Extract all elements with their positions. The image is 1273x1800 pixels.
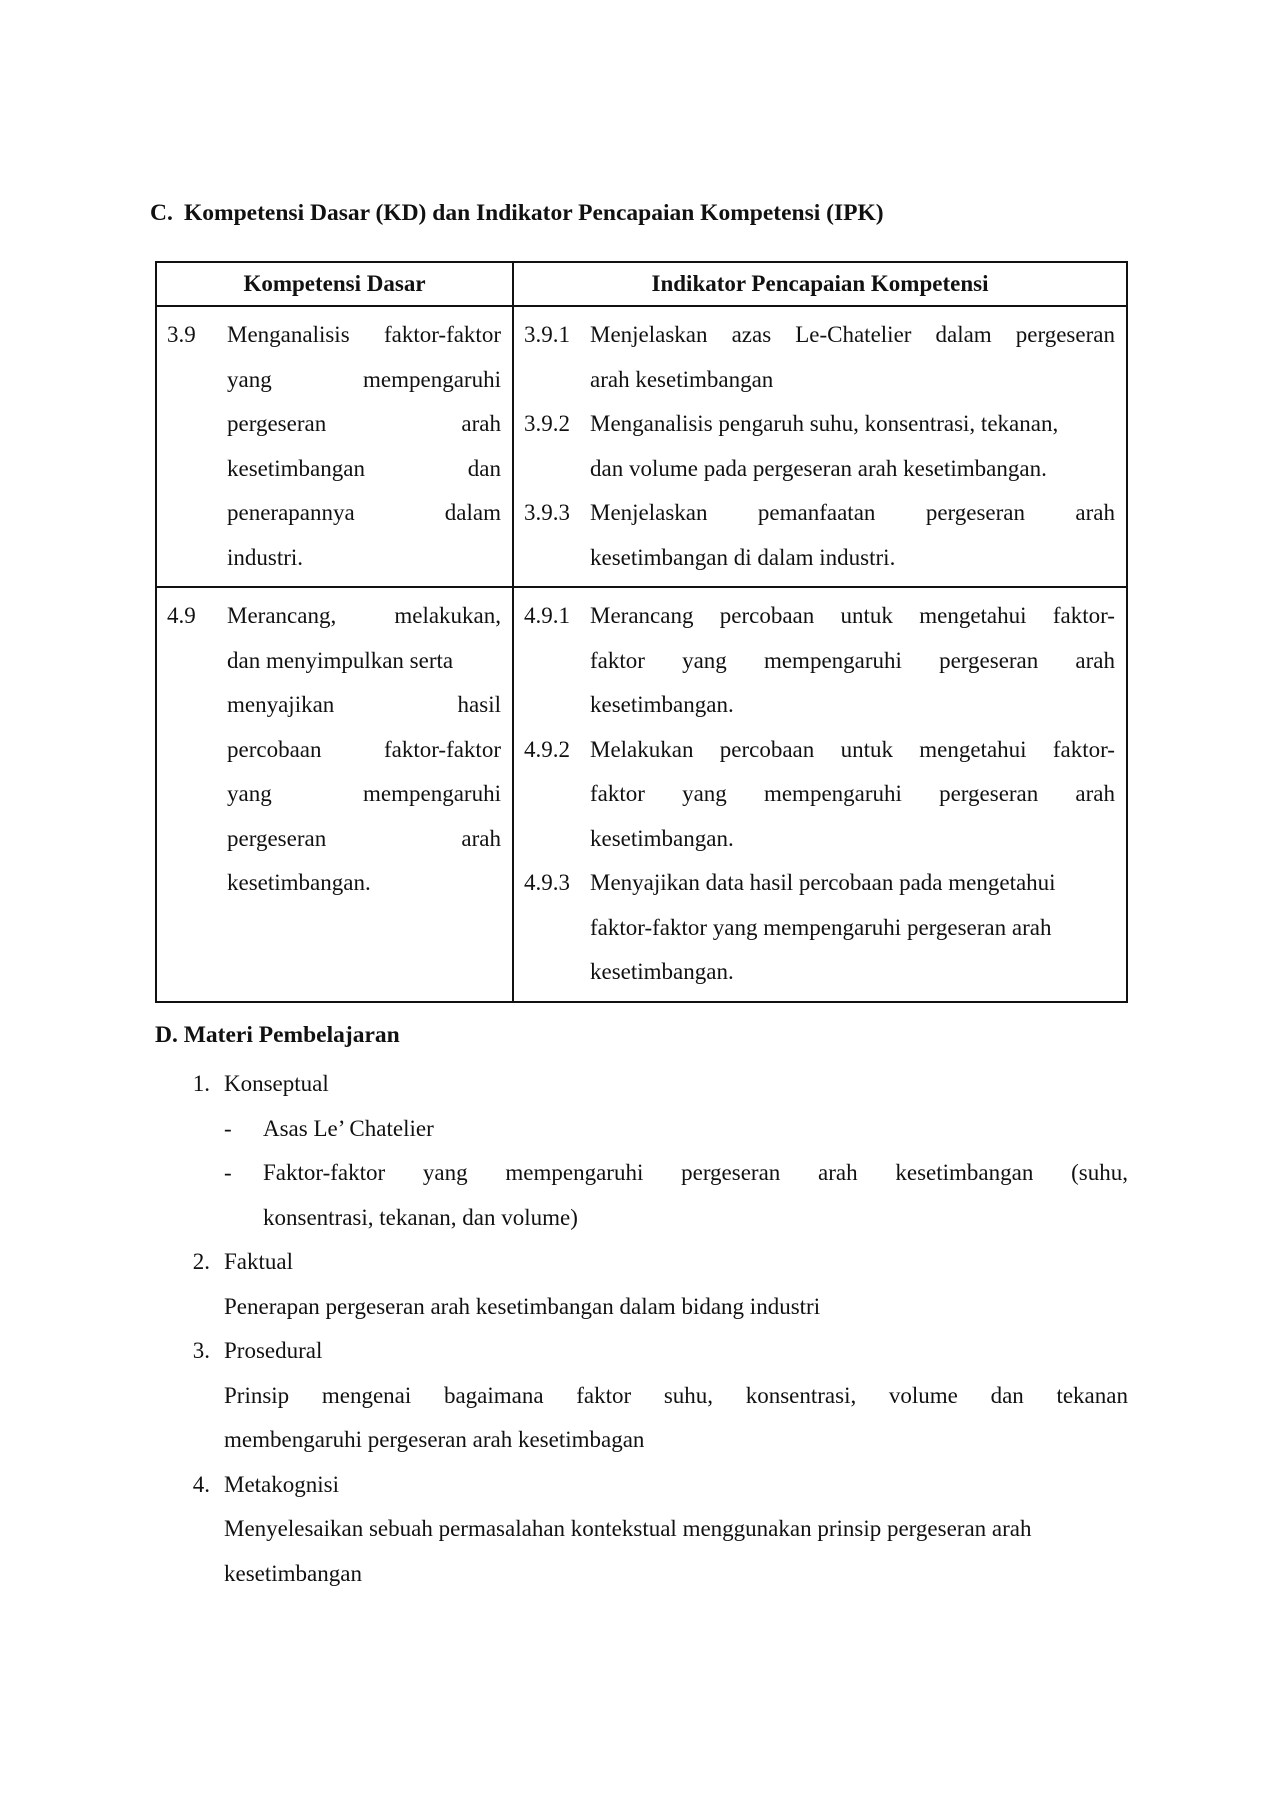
ipk-text — [590, 402, 1115, 491]
word: arah kesetimbangan — [590, 366, 774, 392]
word: mempengaruhi — [363, 781, 501, 806]
word: Merancang — [590, 603, 694, 628]
ipk-item — [514, 402, 1126, 491]
word: volume — [888, 1382, 958, 1408]
word: pergeseran — [227, 825, 327, 851]
kd-line — [227, 402, 501, 447]
word: menyajikan — [227, 692, 335, 717]
word: pergeseran — [1015, 322, 1115, 347]
table-header-row — [156, 262, 1127, 306]
word: arah — [1075, 781, 1115, 806]
word: dan — [990, 1382, 1024, 1408]
word: arah — [461, 411, 501, 436]
header-indikator: Indikator Pencapaian Kompetensi — [513, 262, 1127, 306]
kd-line — [227, 639, 501, 684]
materi-description — [155, 1507, 1128, 1596]
word: Faktor-faktor — [263, 1160, 386, 1185]
description-line — [224, 1285, 1128, 1330]
word: kesetimbangan. — [590, 959, 734, 984]
kd-text — [227, 313, 501, 580]
ipk-list — [514, 307, 1126, 586]
word: pemanfaatan — [757, 500, 876, 525]
kd-text — [227, 594, 501, 906]
word: dan — [467, 455, 501, 481]
materi-label: Metakognisi — [224, 1471, 339, 1497]
word: faktor — [590, 647, 645, 673]
kd-content — [157, 307, 512, 580]
ipk-line — [590, 772, 1115, 817]
ipk-line — [590, 950, 1115, 995]
word: Menjelaskan — [590, 322, 708, 347]
bullet-text — [263, 1107, 1128, 1152]
materi-item — [155, 1463, 1128, 1597]
word: dan menyimpulkan serta — [227, 647, 454, 673]
ipk-line — [590, 817, 1115, 862]
word: faktor — [590, 781, 645, 806]
word: faktor-faktor — [383, 736, 501, 762]
word: Menganalisis — [227, 322, 350, 347]
ipk-cell — [513, 306, 1127, 587]
materi-item-heading — [155, 1240, 1128, 1285]
ipk-cell — [513, 587, 1127, 1002]
ipk-text — [590, 491, 1115, 580]
word: mengetahui — [919, 736, 1027, 762]
section-c-letter: C. — [150, 200, 173, 226]
ipk-text — [590, 861, 1115, 995]
kd-number: 4.9 — [167, 603, 196, 628]
bullet-line — [263, 1107, 1128, 1152]
ipk-text — [590, 313, 1115, 402]
description-line — [224, 1418, 1128, 1463]
ipk-number: 3.9.3 — [524, 500, 570, 525]
word: Menyajikan data hasil percobaan pada mengetahui — [590, 870, 1056, 895]
word: Menjelaskan — [590, 500, 708, 525]
word: bagaimana — [443, 1382, 544, 1408]
kd-line — [227, 594, 501, 639]
word: Merancang, — [227, 603, 337, 628]
section-d-heading: D. Materi Pembelajaran — [155, 1022, 400, 1048]
materi-item-heading — [155, 1062, 1128, 1107]
word: pergeseran — [939, 647, 1039, 673]
kd-line — [227, 536, 501, 581]
word: mempengaruhi — [505, 1160, 644, 1185]
materi-number: 4. — [192, 1471, 210, 1497]
bullet-line — [263, 1151, 1128, 1196]
ipk-line — [590, 358, 1115, 403]
word: arah — [1075, 647, 1115, 673]
word: suhu, — [663, 1382, 714, 1408]
materi-item — [155, 1329, 1128, 1463]
materi-list — [155, 1062, 1128, 1596]
word: mengenai — [321, 1382, 412, 1408]
header-kompetensi-dasar: Kompetensi Dasar — [156, 262, 513, 306]
word: pergeseran — [939, 781, 1039, 806]
kd-line — [227, 683, 501, 728]
materi-description — [155, 1285, 1128, 1330]
kd-number: 3.9 — [167, 322, 196, 347]
word: Prinsip — [224, 1382, 290, 1408]
ipk-line — [590, 491, 1115, 536]
word: kesetimbangan di dalam industri. — [590, 544, 896, 570]
dash-marker: - — [224, 1115, 232, 1141]
word: arah — [818, 1160, 858, 1185]
ipk-item — [514, 728, 1126, 862]
kd-line — [227, 861, 501, 906]
word: tekanan — [1056, 1382, 1128, 1408]
bullet-line — [263, 1196, 1128, 1241]
kd-content — [157, 588, 512, 906]
materi-label: Prosedural — [224, 1338, 323, 1363]
description-line — [224, 1552, 1128, 1597]
word: mempengaruhi — [763, 647, 902, 673]
table-row — [156, 587, 1127, 1002]
materi-label: Konseptual — [224, 1071, 329, 1096]
word: Menyelesaikan sebuah permasalahan kontekstual menggunakan prinsip pergeseran arah — [224, 1516, 1032, 1541]
word: pergeseran — [681, 1160, 781, 1185]
word: faktor-faktor — [383, 322, 501, 347]
ipk-line — [590, 536, 1115, 581]
word: pergeseran — [227, 411, 327, 436]
ipk-number: 4.9.1 — [524, 603, 570, 628]
description-line — [224, 1507, 1128, 1552]
word: kesetimbangan. — [227, 870, 371, 895]
word: yang — [227, 366, 272, 392]
materi-bullet — [155, 1151, 1128, 1240]
word: Penerapan pergeseran arah kesetimbangan dalam bidang industri — [224, 1293, 821, 1319]
materi-item — [155, 1240, 1128, 1329]
section-c-heading — [150, 200, 884, 227]
kd-line — [227, 817, 501, 862]
ipk-number: 4.9.3 — [524, 870, 570, 895]
word: penerapannya — [227, 500, 355, 525]
word: percobaan — [719, 736, 815, 762]
ipk-item — [514, 491, 1126, 580]
ipk-line — [590, 313, 1115, 358]
ipk-number: 4.9.2 — [524, 736, 570, 762]
materi-number: 1. — [192, 1071, 210, 1096]
kd-cell — [156, 306, 513, 587]
word: Asas Le’ Chatelier — [263, 1115, 434, 1141]
word: yang — [682, 647, 727, 673]
word: (suhu, — [1071, 1160, 1128, 1185]
kd-line — [227, 447, 501, 492]
word: faktor- — [1052, 736, 1115, 762]
materi-bullet — [155, 1107, 1128, 1152]
bullet-text — [263, 1151, 1128, 1240]
ipk-line — [590, 639, 1115, 684]
materi-number: 3. — [192, 1338, 210, 1363]
ipk-item — [514, 313, 1126, 402]
word: azas — [731, 322, 772, 347]
word: dalam — [444, 500, 501, 525]
word: faktor — [576, 1382, 632, 1408]
word: industri. — [227, 544, 304, 570]
table-row — [156, 306, 1127, 587]
ipk-line — [590, 683, 1115, 728]
word: percobaan — [719, 603, 815, 628]
materi-label: Faktual — [224, 1249, 293, 1274]
dash-marker: - — [224, 1160, 232, 1185]
word: mengetahui — [919, 603, 1027, 628]
kd-line — [227, 358, 501, 403]
word: kesetimbangan — [895, 1160, 1034, 1185]
materi-item-heading — [155, 1463, 1128, 1508]
materi-item — [155, 1062, 1128, 1240]
word: percobaan — [227, 736, 322, 762]
ipk-list — [514, 588, 1126, 1001]
word: melakukan, — [394, 603, 501, 628]
kd-ipk-table — [155, 261, 1128, 1003]
word: yang — [682, 781, 727, 806]
word: pergeseran — [925, 500, 1025, 525]
ipk-line — [590, 594, 1115, 639]
word: kesetimbangan — [227, 455, 365, 481]
ipk-line — [590, 728, 1115, 773]
ipk-number: 3.9.2 — [524, 411, 570, 436]
word: yang — [422, 1160, 468, 1185]
ipk-text — [590, 594, 1115, 728]
word: faktor- — [1052, 603, 1115, 628]
ipk-line — [590, 861, 1115, 906]
word: kesetimbangan — [224, 1560, 362, 1586]
ipk-line — [590, 402, 1115, 447]
word: Le-Chatelier — [795, 322, 912, 347]
word: arah — [461, 825, 501, 851]
kd-line — [227, 491, 501, 536]
kd-line — [227, 772, 501, 817]
ipk-line — [590, 906, 1115, 951]
word: Melakukan — [590, 736, 694, 762]
word: untuk — [840, 603, 893, 628]
materi-number: 2. — [192, 1249, 210, 1274]
materi-item-heading — [155, 1329, 1128, 1374]
kd-cell — [156, 587, 513, 1002]
ipk-number: 3.9.1 — [524, 322, 570, 347]
word: dalam — [935, 322, 992, 347]
kd-line — [227, 728, 501, 773]
ipk-line — [590, 447, 1115, 492]
kd-line — [227, 313, 501, 358]
word: mempengaruhi — [763, 781, 902, 806]
description-line — [224, 1374, 1128, 1419]
section-c-title: Kompetensi Dasar (KD) dan Indikator Pencapaian Kompetensi (IPK) — [184, 200, 884, 226]
word: konsentrasi, — [745, 1382, 857, 1408]
word: konsentrasi, tekanan, dan volume) — [263, 1204, 578, 1230]
word: faktor-faktor yang mempengaruhi pergeseran arah — [590, 914, 1052, 940]
word: arah — [1075, 500, 1115, 525]
word: membengaruhi pergeseran arah kesetimbagan — [224, 1427, 645, 1452]
word: kesetimbangan. — [590, 692, 734, 717]
word: kesetimbangan. — [590, 825, 734, 851]
word: mempengaruhi — [363, 366, 501, 392]
ipk-item — [514, 594, 1126, 728]
word: Menganalisis pengaruh suhu, konsentrasi, tekanan, — [590, 411, 1059, 436]
materi-description — [155, 1374, 1128, 1463]
word: yang — [227, 781, 272, 806]
ipk-text — [590, 728, 1115, 862]
word: untuk — [840, 736, 893, 762]
word: hasil — [457, 692, 501, 717]
word: dan volume pada pergeseran arah kesetimbangan. — [590, 455, 1047, 481]
ipk-item — [514, 861, 1126, 995]
